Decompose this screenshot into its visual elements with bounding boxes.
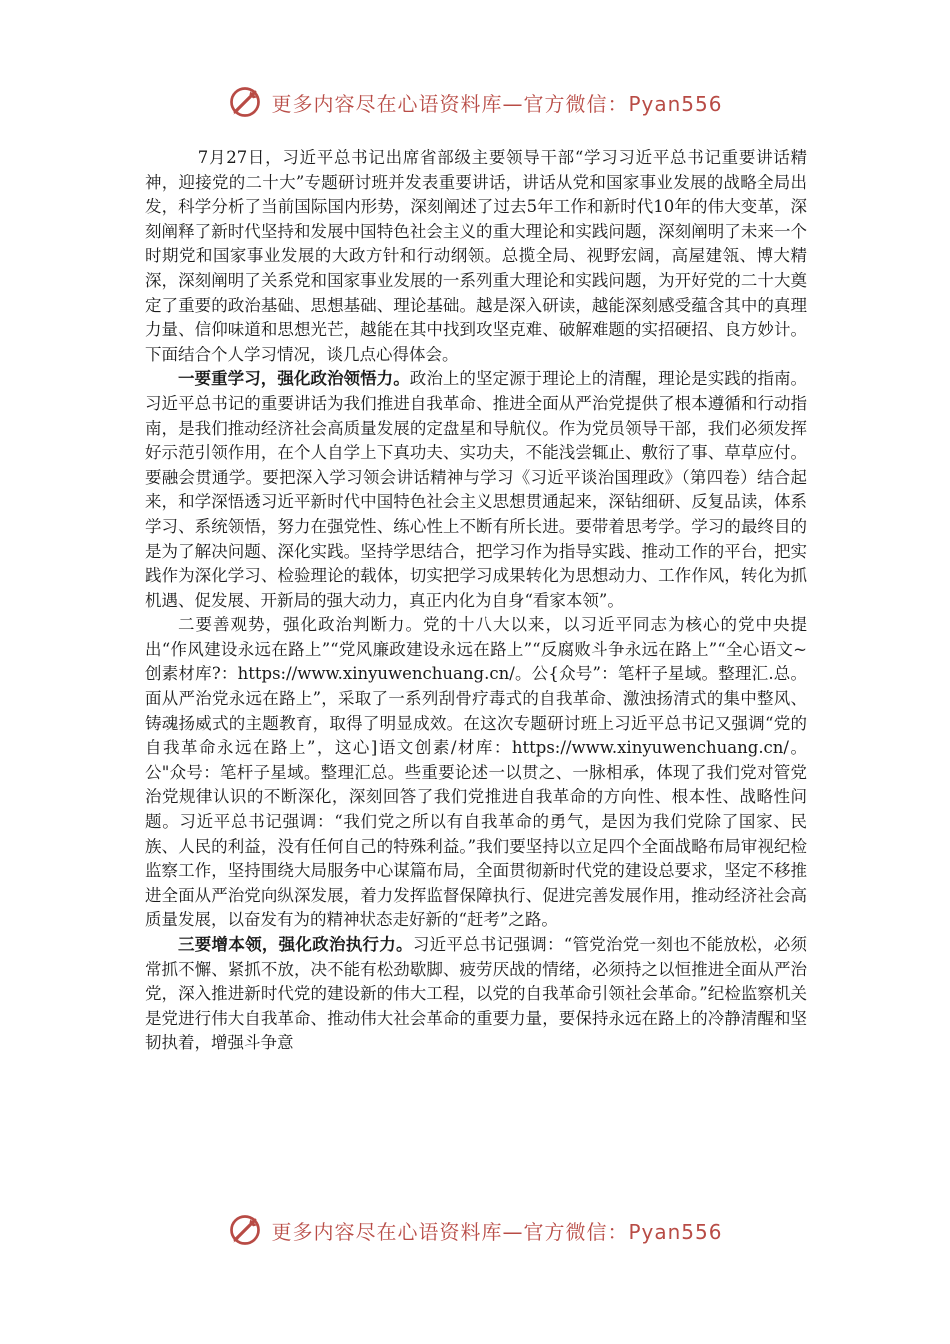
paragraph-1-lead: 一要重学习，强化政治领悟力。 bbox=[178, 369, 410, 389]
header-banner bbox=[0, 80, 950, 124]
document-body bbox=[145, 146, 807, 1056]
pen-logo-icon bbox=[227, 84, 263, 120]
header-banner-text: 更多内容尽在心语资料库—官方微信：Pyan556 bbox=[271, 91, 723, 116]
paragraph-3-lead: 三要增本领，强化政治执行力。 bbox=[178, 935, 413, 954]
pen-logo-icon bbox=[227, 1212, 263, 1248]
paragraph-3-text: 习近平总书记强调：“管党治党一刻也不能放松，必须常抓不懈、紧抓不放，决不能有松劲歇脚、疲劳厌战的情绪，必须持之以恒推进全面从严治党，深入推进新时代党的建设新的伟大工程，以党的自我革命引领社会革命。”纪检监察机关是党进行伟大自我革命、推动伟大社会革命的重要力量，要保持永远在路上的冷静清醒和坚韧执着，增强斗争意 bbox=[145, 935, 808, 1053]
paragraph-2: 二要善观势，强化政治判断力。党的十八大以来，以习近平同志为核心的党中央提出“作风建设永远在路上”“党风廉政建设永远在路上”“反腐败斗争永远在路上”“全心语文~创素材库?：https://www.xinyuwenchuang.cn/。公{众号”：笔杆子星域。整理汇.总。面从严治党永远在路上”，采取了一系列刮骨疗毒式的自我革命、激浊扬清式的集中整风、铸魂扬威式的主题教育，取得了明显成效。在这次专题研讨班上习近平总书记又强调“党的自我革命永远在路上”，这心]语文创素/材库：https://www.xinyuwenchuang.cn/。公"众号：笔杆子星域。整理汇总。些重要论述一以贯之、一脉相承，体现了我们党对管党治党规律认识的不断深化，深刻回答了我们党推进自我革命的方向性、根本性、战略性问题。习近平总书记强调：“我们党之所以有自我革命的勇气，是因为我们党除了国家、民族、人民的利益，没有任何自己的特殊利益。”我们要坚持以立足四个全面战略布局审视纪检监察工作，坚持围绕大局服务中心谋篇布局，全面贯彻新时代党的建设总要求，坚定不移推进全面从严治党向纵深发展，着力发挥监督保障执行、促进完善发展作用，推动经济社会高质量发展，以奋发有为的精神状态走好新的“赶考”之路。 bbox=[145, 615, 807, 930]
footer-banner-text: 更多内容尽在心语资料库—官方微信：Pyan556 bbox=[271, 1219, 723, 1244]
footer-banner bbox=[0, 1208, 950, 1252]
paragraph-3 bbox=[145, 933, 807, 1056]
paragraph-1-text: 政治上的坚定源于理论上的清醒，理论是实践的指南。习近平总书记的重要讲话为我们推进自我革命、推进全面从严治党提供了根本遵循和行动指南，是我们推动经济社会高质量发展的定盘星和导航仪。作为党员领导干部，我们必须发挥好示范引领作用，在个人自学上下真功夫、实功夫，不能浅尝辄止、敷衍了事、草草应付。要融会贯通学。要把深入学习领会讲话精神与学习《习近平谈治国理政》（第四卷）结合起来，和学深悟透习近平新时代中国特色社会主义思想贯通起来，深钻细研、反复品读，体系学习、系统领悟，努力在强党性、练心性上不断有所长进。要带着思考学。学习的最终目的是为了解决问题、深化实践。坚持学思结合，把学习作为指导实践、推动工作的平台，把实践作为深化学习、检验理论的载体，切实把学习成果转化为思想动力、工作作风，转化为抓机遇、促发展、开新局的强大动力，真正内化为自身“看家本领”。 bbox=[145, 369, 808, 610]
paragraph-1 bbox=[145, 367, 807, 613]
intro-paragraph: 7月27日，习近平总书记出席省部级主要领导干部“学习习近平总书记重要讲话精神，迎接党的二十大”专题研讨班并发表重要讲话，讲话从党和国家事业发展的战略全局出发，科学分析了当前国际国内形势，深刻阐述了过去5年工作和新时代10年的伟大变革，深刻阐释了新时代坚持和发展中国特色社会主义的重大理论和实践问题，深刻阐明了未来一个时期党和国家事业发展的大政方针和行动纲领。总揽全局、视野宏阔，高屋建瓴、博大精深，深刻阐明了关系党和国家事业发展的一系列重大理论和实践问题，为开好党的二十大奠定了重要的政治基础、思想基础、理论基础。越是深入研读，越能深刻感受蕴含其中的真理力量、信仰味道和思想光芒，越能在其中找到攻坚克难、破解难题的实招硬招、良方妙计。下面结合个人学习情况，谈几点心得体会。 bbox=[145, 148, 807, 364]
